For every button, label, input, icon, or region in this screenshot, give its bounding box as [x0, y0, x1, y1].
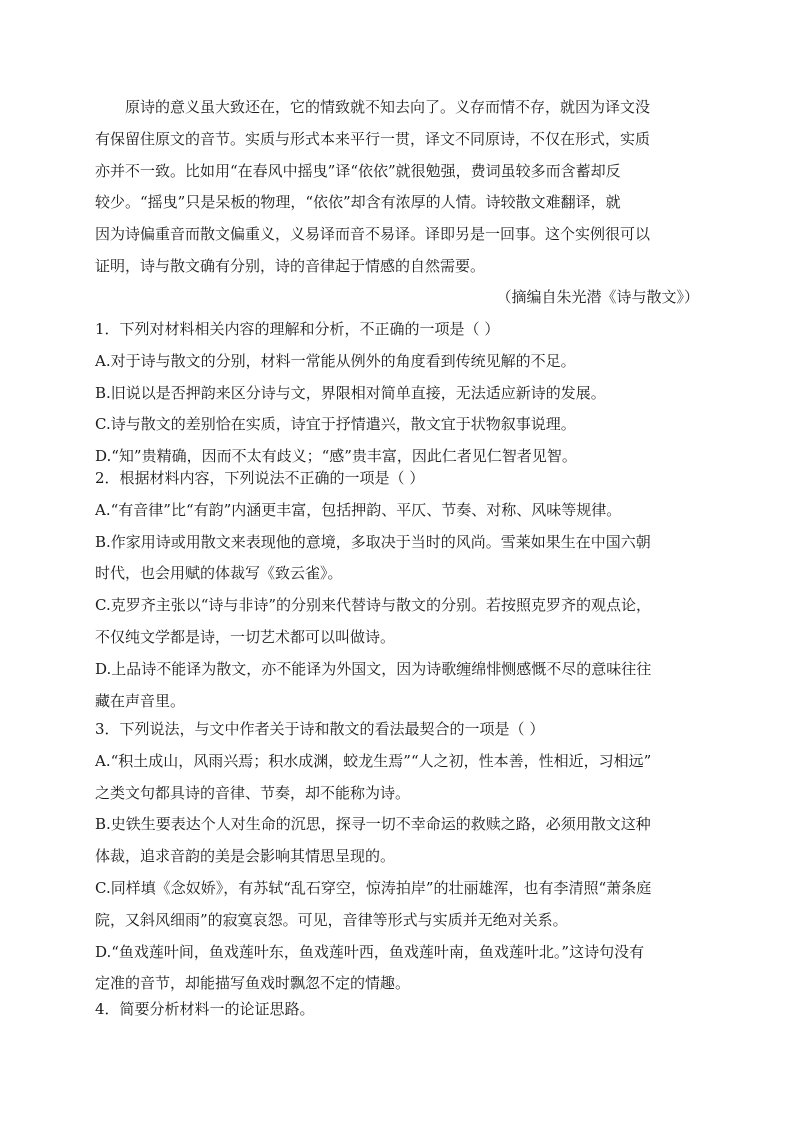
- option-a: A.“积土成山，风雨兴焉；积水成渊，蛟龙生焉”“人之初，性本善，性相近，习相远”: [95, 751, 652, 770]
- option-d: D.“鱼戏莲叶间，鱼戏莲叶东，鱼戏莲叶西，鱼戏莲叶南，鱼戏莲叶北。”这诗句没有: [95, 942, 645, 961]
- option-c: C.克罗齐主张以“诗与非诗”的分别来代替诗与散文的分别。若按照克罗齐的观点论，: [95, 596, 652, 615]
- passage-paragraph: [95, 92, 699, 283]
- passage-line: 亦并不一致。比如用“在春风中摇曳”译“依依”就很勉强，费词虽较多而含蓄却反: [95, 161, 621, 180]
- option-a-continued: 之类文句都具诗的音律、节奏，却不能称为诗。: [95, 783, 411, 802]
- question-3: [95, 714, 699, 1000]
- question-1: [95, 314, 699, 473]
- passage-line: 证明，诗与散文确有分别，诗的音律起于情感的自然需要。: [95, 256, 486, 275]
- option-d-continued: 定准的音节，却能描写鱼戏时飘忽不定的情趣。: [95, 974, 411, 993]
- option-c: C.诗与散文的差别恰在实质，诗宜于抒情遣兴，散文宜于状物叙事说理。: [95, 415, 576, 434]
- option-c-continued: 不仅纯文学都是诗，一切艺术都可以叫做诗。: [95, 627, 396, 646]
- question-stem: 3．下列说法，与文中作者关于诗和散文的看法最契合的一项是（ ）: [95, 720, 545, 738]
- question-4: [95, 994, 699, 1026]
- question-stem: 1．下列对材料相关内容的理解和分析，不正确的一项是（ ）: [95, 320, 500, 338]
- option-b: B.史铁生要表达个人对生命的沉思，探寻一切不幸命运的救赎之路，必须用散文这种: [95, 815, 651, 834]
- option-b: B.作家用诗或用散文来表现他的意境，多取决于当时的风尚。雪莱如果生在中国六朝: [95, 532, 651, 551]
- option-c-continued: 院，又斜风细雨”的寂寞哀怨。可见，音律等形式与实质并无绝对关系。: [95, 910, 568, 929]
- option-a: A.“有音律”比“有韵”内涵更丰富，包括押韵、平仄、节奏、对称、风味等规律。: [95, 500, 622, 519]
- option-b: B.旧说以是否押韵来区分诗与文，界限相对简单直接，无法适应新诗的发展。: [95, 383, 606, 402]
- option-b-continued: 体裁，追求音韵的美是会影响其情思呈现的。: [95, 847, 396, 866]
- passage-line: 因为诗偏重音而散文偏重义，义易译而音不易译。译即另是一回事。这个实例很可以: [95, 225, 651, 244]
- question-stem: 4．简要分析材料一的论证思路。: [95, 1000, 315, 1018]
- option-d-continued: 藏在声音里。: [95, 691, 186, 710]
- passage-line: 原诗的意义虽大致还在，它的情致就不知去向了。义存而情不存，就因为译文没: [125, 98, 651, 116]
- option-b-continued: 时代，也会用赋的体裁写《致云雀》。: [95, 564, 343, 583]
- option-d: D.上品诗不能译为散文，亦不能译为外国文，因为诗歌缠绵悱恻感慨不尽的意味往往: [95, 659, 652, 678]
- option-d: D.“知”贵精确，因而不太有歧义；“感”贵丰富，因此仁者见仁智者见智。: [95, 447, 577, 466]
- passage-line: 较少。“摇曳”只是呆板的物理，“依依”却含有浓厚的人情。诗较散文难翻译，就: [95, 193, 621, 212]
- option-c: C.同样填《念奴娇》，有苏轼“乱石穿空，惊涛拍岸”的壮丽雄浑，也有李清照“萧条庭: [95, 878, 652, 897]
- question-stem: 2．根据材料内容，下列说法不正确的一项是（ ）: [95, 469, 425, 487]
- option-a: A.对于诗与散文的分别，材料一常能从例外的角度看到传统见解的不足。: [95, 351, 576, 370]
- passage-line: 有保留住原文的音节。实质与形式本来平行一贯，译文不同原诗，不仅在形式，实质: [95, 129, 651, 148]
- passage-source: （摘编自朱光潜《诗与散文》）: [496, 288, 699, 306]
- question-2: [95, 463, 699, 717]
